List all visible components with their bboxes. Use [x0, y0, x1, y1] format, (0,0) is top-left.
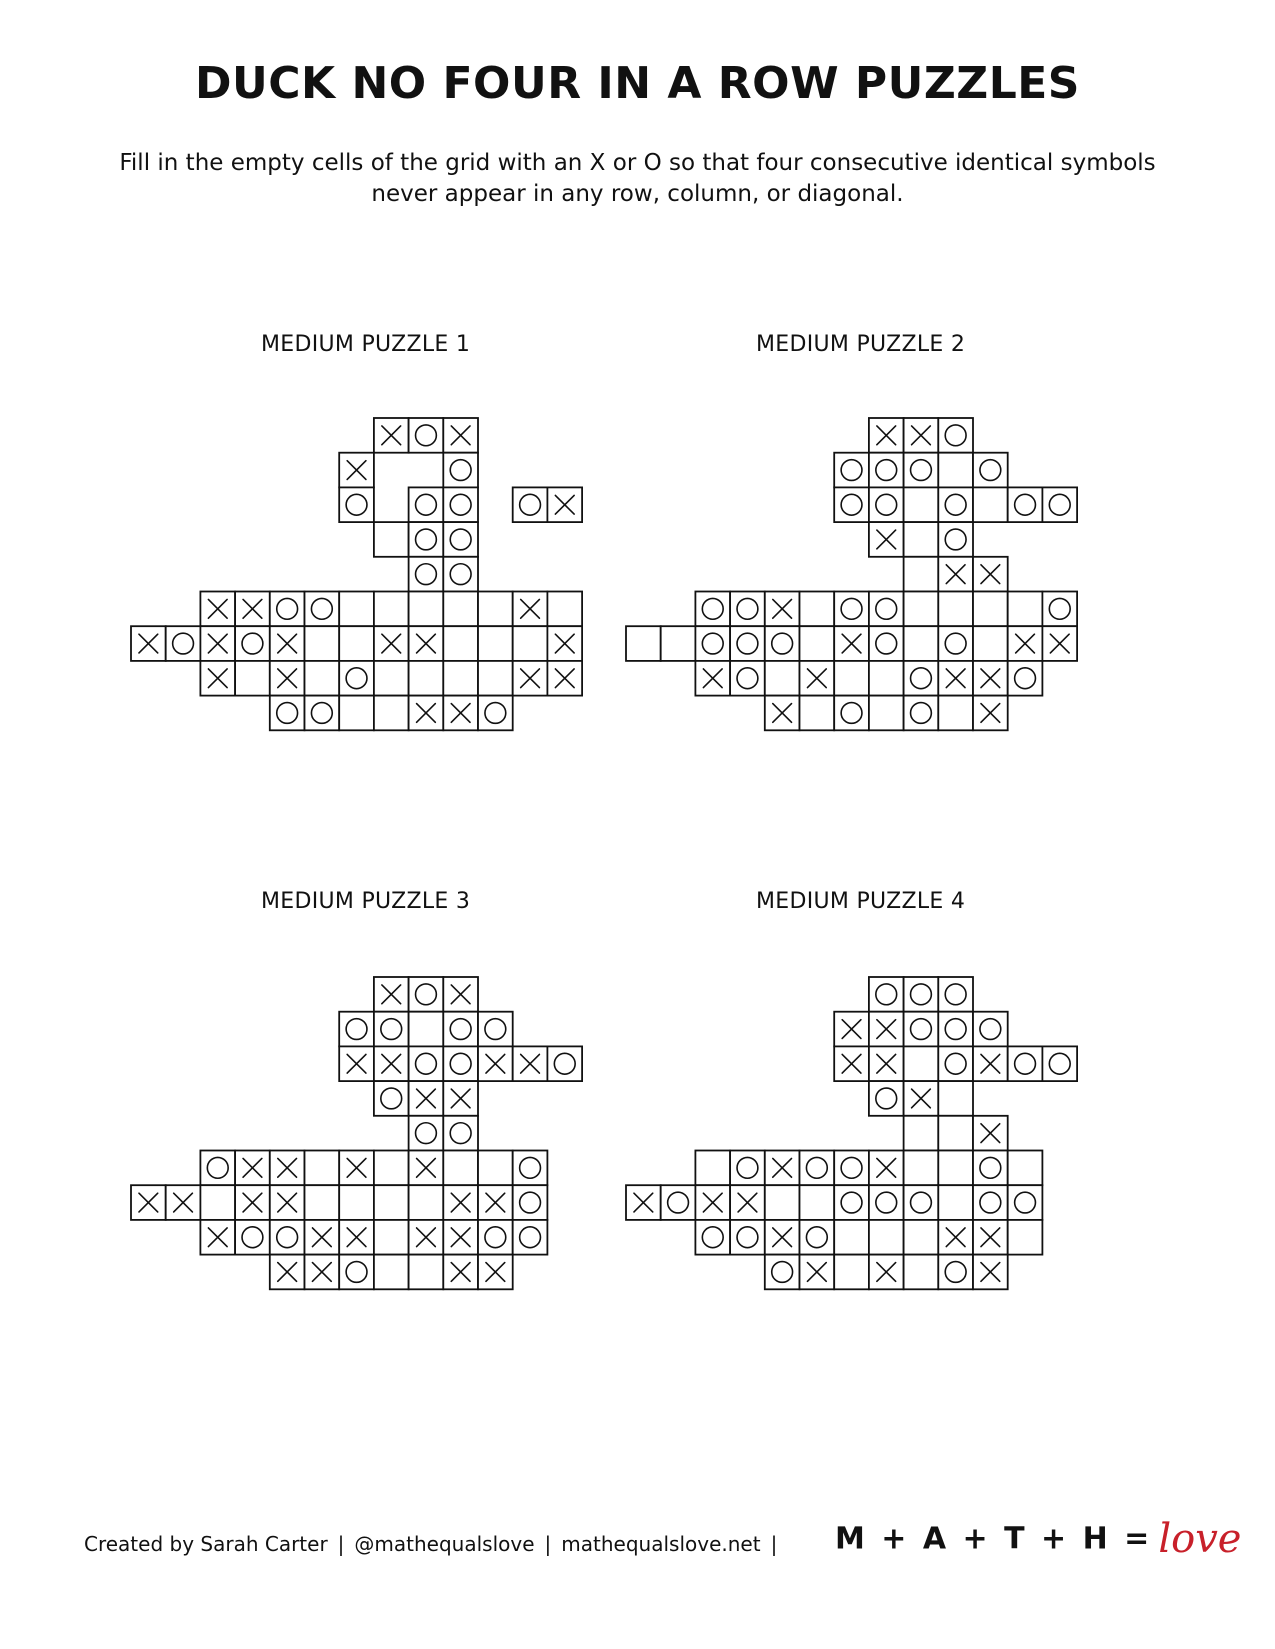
grid-cell[interactable] — [938, 1081, 973, 1116]
logo-letters: M + A + T + H = — [835, 1521, 1153, 1557]
grid-cell[interactable] — [904, 522, 939, 557]
grid-cell[interactable] — [695, 1220, 730, 1255]
grid-cell[interactable] — [131, 1185, 166, 1220]
grid-cell[interactable] — [904, 418, 939, 453]
grid-cell[interactable] — [869, 487, 904, 522]
grid-cell[interactable] — [973, 1046, 1008, 1081]
grid-cell[interactable] — [938, 1012, 973, 1047]
grid-cell[interactable] — [869, 1220, 904, 1255]
grid-cell[interactable] — [478, 1046, 513, 1081]
grid-cell[interactable] — [374, 1151, 409, 1186]
grid-cell[interactable] — [305, 592, 340, 627]
grid-cell[interactable] — [765, 592, 800, 627]
grid-cell[interactable] — [869, 1012, 904, 1047]
grid-cell[interactable] — [730, 592, 765, 627]
grid-cell[interactable] — [270, 1255, 305, 1290]
grid-cell[interactable] — [973, 661, 1008, 696]
footer-credit: Created by Sarah Carter — [84, 1532, 328, 1556]
grid-cell[interactable] — [270, 592, 305, 627]
grid-cell[interactable] — [200, 592, 235, 627]
grid-cell[interactable] — [166, 1185, 201, 1220]
grid-cell[interactable] — [339, 592, 374, 627]
puzzle-3-grid — [130, 976, 585, 1289]
grid-cell[interactable] — [339, 1012, 374, 1047]
grid-cell[interactable] — [695, 592, 730, 627]
grid-cell[interactable] — [305, 696, 340, 731]
grid-cell[interactable] — [661, 1185, 696, 1220]
puzzle-2-label: MEDIUM PUZZLE 2 — [756, 332, 966, 357]
grid-cell[interactable] — [834, 1220, 869, 1255]
grid-cell[interactable] — [339, 1046, 374, 1081]
grid-cell[interactable] — [1008, 1046, 1043, 1081]
grid-cell[interactable] — [235, 1185, 270, 1220]
grid-cell[interactable] — [374, 1185, 409, 1220]
grid-cell[interactable] — [904, 1255, 939, 1290]
grid-cell[interactable] — [938, 1255, 973, 1290]
grid-cell[interactable] — [374, 522, 409, 557]
grid-cell[interactable] — [374, 696, 409, 731]
grid-cell[interactable] — [305, 661, 340, 696]
grid-cell[interactable] — [834, 661, 869, 696]
footer-separator: | — [337, 1532, 345, 1556]
grid-cell[interactable] — [904, 1151, 939, 1186]
grid-cell[interactable] — [374, 1255, 409, 1290]
grid-cell[interactable] — [973, 1116, 1008, 1151]
grid-cell[interactable] — [730, 1220, 765, 1255]
grid-cell[interactable] — [765, 626, 800, 661]
grid-cell[interactable] — [834, 1151, 869, 1186]
grid-cell[interactable] — [547, 661, 582, 696]
grid-cell[interactable] — [374, 1220, 409, 1255]
grid-cell[interactable] — [478, 1185, 513, 1220]
grid-cell[interactable] — [374, 418, 409, 453]
grid-cell[interactable] — [626, 1185, 661, 1220]
grid-cell[interactable] — [409, 418, 444, 453]
grid-cell[interactable] — [869, 1255, 904, 1290]
grid-cell[interactable] — [765, 1151, 800, 1186]
grid-cell[interactable] — [200, 661, 235, 696]
grid-cell[interactable] — [800, 1151, 835, 1186]
grid-cell[interactable] — [1008, 1151, 1043, 1186]
grid-cell[interactable] — [834, 696, 869, 731]
grid-cell[interactable] — [869, 418, 904, 453]
grid-cell[interactable] — [409, 522, 444, 557]
grid-cell[interactable] — [305, 1255, 340, 1290]
grid-cell[interactable] — [409, 1116, 444, 1151]
grid-cell[interactable] — [973, 557, 1008, 592]
grid-cell[interactable] — [938, 1151, 973, 1186]
grid-cell[interactable] — [834, 626, 869, 661]
grid-cell[interactable] — [339, 487, 374, 522]
grid-cell[interactable] — [270, 626, 305, 661]
grid-cell[interactable] — [235, 661, 270, 696]
grid-cell[interactable] — [443, 977, 478, 1012]
grid-cell[interactable] — [869, 592, 904, 627]
grid-cell[interactable] — [834, 1046, 869, 1081]
grid-cell[interactable] — [938, 557, 973, 592]
grid-cell[interactable] — [409, 1046, 444, 1081]
grid-cell[interactable] — [973, 1185, 1008, 1220]
grid-cell[interactable] — [904, 1220, 939, 1255]
grid-cell[interactable] — [938, 1185, 973, 1220]
grid-cell[interactable] — [374, 661, 409, 696]
grid-cell[interactable] — [973, 1151, 1008, 1186]
grid-cell[interactable] — [478, 661, 513, 696]
grid-cell[interactable] — [374, 626, 409, 661]
grid-cell[interactable] — [904, 1185, 939, 1220]
grid-cell[interactable] — [409, 487, 444, 522]
grid-cell[interactable] — [339, 1151, 374, 1186]
grid-cell[interactable] — [409, 977, 444, 1012]
grid-cell[interactable] — [765, 1255, 800, 1290]
grid-cell[interactable] — [973, 453, 1008, 488]
grid-cell[interactable] — [200, 626, 235, 661]
grid-cell[interactable] — [834, 487, 869, 522]
grid-cell[interactable] — [973, 696, 1008, 731]
grid-cell[interactable] — [339, 696, 374, 731]
grid-cell[interactable] — [513, 487, 548, 522]
grid-cell[interactable] — [305, 1185, 340, 1220]
grid-cell[interactable] — [869, 626, 904, 661]
grid-cell[interactable] — [409, 1081, 444, 1116]
grid-cell[interactable] — [235, 592, 270, 627]
grid-cell[interactable] — [765, 1185, 800, 1220]
grid-cell[interactable] — [938, 453, 973, 488]
grid-cell[interactable] — [443, 1220, 478, 1255]
grid-cell[interactable] — [443, 1151, 478, 1186]
grid-cell[interactable] — [800, 626, 835, 661]
grid-cell[interactable] — [443, 1081, 478, 1116]
grid-cell[interactable] — [478, 1151, 513, 1186]
grid-cell[interactable] — [800, 1185, 835, 1220]
footer-site: mathequalslove.net — [561, 1532, 761, 1556]
grid-cell[interactable] — [374, 1012, 409, 1047]
grid-cell[interactable] — [443, 1012, 478, 1047]
grid-cell[interactable] — [904, 1116, 939, 1151]
grid-cell[interactable] — [869, 1081, 904, 1116]
grid-cell[interactable] — [765, 696, 800, 731]
grid-cell[interactable] — [904, 977, 939, 1012]
grid-cell[interactable] — [904, 1046, 939, 1081]
grid-cell[interactable] — [938, 661, 973, 696]
grid-cell[interactable] — [513, 626, 548, 661]
grid-cell[interactable] — [443, 1116, 478, 1151]
grid-cell[interactable] — [730, 1185, 765, 1220]
grid-cell[interactable] — [235, 626, 270, 661]
grid-cell[interactable] — [869, 1151, 904, 1186]
grid-cell[interactable] — [305, 1151, 340, 1186]
grid-cell[interactable] — [765, 1220, 800, 1255]
grid-cell[interactable] — [904, 696, 939, 731]
grid-cell[interactable] — [443, 661, 478, 696]
grid-cell[interactable] — [695, 626, 730, 661]
grid-cell[interactable] — [973, 1255, 1008, 1290]
grid-cell[interactable] — [443, 557, 478, 592]
grid-cell[interactable] — [443, 696, 478, 731]
grid-cell[interactable] — [443, 487, 478, 522]
grid-cell[interactable] — [869, 1046, 904, 1081]
grid-cell[interactable] — [513, 1046, 548, 1081]
grid-cell[interactable] — [938, 626, 973, 661]
grid-cell[interactable] — [409, 1151, 444, 1186]
grid-cell[interactable] — [800, 661, 835, 696]
grid-cell[interactable] — [869, 453, 904, 488]
grid-cell[interactable] — [339, 626, 374, 661]
grid-cell[interactable] — [904, 487, 939, 522]
grid-cell[interactable] — [443, 453, 478, 488]
grid-cell[interactable] — [478, 592, 513, 627]
puzzle-3-label: MEDIUM PUZZLE 3 — [261, 889, 471, 914]
grid-cell[interactable] — [730, 661, 765, 696]
grid-cell[interactable] — [478, 1220, 513, 1255]
grid-cell[interactable] — [1042, 1046, 1077, 1081]
puzzle-1-label: MEDIUM PUZZLE 1 — [261, 332, 471, 357]
grid-cell[interactable] — [973, 592, 1008, 627]
grid-cell[interactable] — [1008, 592, 1043, 627]
grid-cell[interactable] — [834, 1185, 869, 1220]
grid-cell[interactable] — [200, 1151, 235, 1186]
grid-cell[interactable] — [200, 1220, 235, 1255]
grid-cell[interactable] — [1042, 487, 1077, 522]
instructions: Fill in the empty cells of the grid with an X or O so that four consecutive identical symbols never appear in any row, column, or diagonal. — [119, 150, 1156, 207]
puzzle-4-label: MEDIUM PUZZLE 4 — [756, 889, 966, 914]
grid-cell[interactable] — [869, 696, 904, 731]
grid-cell[interactable] — [1008, 1185, 1043, 1220]
grid-cell[interactable] — [626, 626, 661, 661]
grid-cell[interactable] — [730, 626, 765, 661]
grid-cell[interactable] — [869, 522, 904, 557]
grid-cell[interactable] — [800, 696, 835, 731]
page-title: DUCK NO FOUR IN A ROW PUZZLES — [195, 58, 1080, 109]
grid-cell[interactable] — [409, 626, 444, 661]
footer-separator: | — [544, 1532, 552, 1556]
grid-cell[interactable] — [1008, 661, 1043, 696]
grid-cell[interactable] — [547, 1046, 582, 1081]
brand-logo — [835, 1516, 1241, 1562]
grid-cell[interactable] — [270, 1220, 305, 1255]
grid-cell[interactable] — [409, 661, 444, 696]
grid-cell[interactable] — [869, 661, 904, 696]
grid-cell[interactable] — [973, 626, 1008, 661]
grid-cell[interactable] — [305, 1220, 340, 1255]
grid-cell[interactable] — [235, 1151, 270, 1186]
grid-cell[interactable] — [305, 626, 340, 661]
grid-cell[interactable] — [904, 1012, 939, 1047]
grid-cell[interactable] — [131, 626, 166, 661]
grid-cell[interactable] — [478, 1255, 513, 1290]
grid-cell[interactable] — [513, 1151, 548, 1186]
grid-cell[interactable] — [443, 1046, 478, 1081]
grid-cell[interactable] — [834, 592, 869, 627]
grid-cell[interactable] — [374, 1046, 409, 1081]
grid-cell[interactable] — [938, 977, 973, 1012]
logo-love-word: love — [1158, 1516, 1242, 1562]
grid-cell[interactable] — [478, 1012, 513, 1047]
grid-cell[interactable] — [973, 487, 1008, 522]
grid-cell[interactable] — [695, 1151, 730, 1186]
grid-cell[interactable] — [834, 453, 869, 488]
grid-cell[interactable] — [1042, 592, 1077, 627]
grid-cell[interactable] — [904, 592, 939, 627]
grid-cell[interactable] — [547, 592, 582, 627]
grid-cell[interactable] — [800, 592, 835, 627]
grid-cell[interactable] — [834, 1012, 869, 1047]
grid-cell[interactable] — [513, 592, 548, 627]
grid-cell[interactable] — [730, 1151, 765, 1186]
footer-separator: | — [770, 1532, 778, 1556]
grid-cell[interactable] — [443, 592, 478, 627]
grid-cell[interactable] — [513, 661, 548, 696]
grid-cell[interactable] — [443, 1255, 478, 1290]
grid-cell[interactable] — [270, 1151, 305, 1186]
grid-cell[interactable] — [938, 696, 973, 731]
puzzle-4-grid — [625, 976, 1080, 1289]
grid-cell[interactable] — [938, 418, 973, 453]
grid-cell[interactable] — [374, 977, 409, 1012]
grid-cell[interactable] — [374, 1081, 409, 1116]
grid-cell[interactable] — [1008, 1220, 1043, 1255]
grid-cell[interactable] — [765, 661, 800, 696]
grid-cell[interactable] — [409, 1185, 444, 1220]
grid-cell[interactable] — [409, 696, 444, 731]
grid-cell[interactable] — [938, 1046, 973, 1081]
puzzle-1-grid — [130, 417, 585, 730]
grid-cell[interactable] — [270, 1185, 305, 1220]
grid-cell[interactable] — [904, 661, 939, 696]
grid-cell[interactable] — [904, 557, 939, 592]
grid-cell[interactable] — [409, 557, 444, 592]
grid-cell[interactable] — [547, 626, 582, 661]
grid-cell[interactable] — [374, 592, 409, 627]
grid-cell[interactable] — [904, 626, 939, 661]
grid-cell[interactable] — [904, 453, 939, 488]
grid-cell[interactable] — [409, 1012, 444, 1047]
grid-cell[interactable] — [443, 626, 478, 661]
grid-cell[interactable] — [547, 487, 582, 522]
puzzle-2-grid — [625, 417, 1080, 730]
grid-cell[interactable] — [695, 1185, 730, 1220]
grid-cell[interactable] — [409, 1220, 444, 1255]
grid-cell[interactable] — [834, 1255, 869, 1290]
grid-cell[interactable] — [443, 522, 478, 557]
grid-cell[interactable] — [409, 592, 444, 627]
grid-cell[interactable] — [938, 1116, 973, 1151]
grid-cell[interactable] — [938, 1220, 973, 1255]
grid-cell[interactable] — [973, 1220, 1008, 1255]
grid-cell[interactable] — [166, 626, 201, 661]
grid-cell[interactable] — [661, 626, 696, 661]
grid-cell[interactable] — [443, 1185, 478, 1220]
grid-cell[interactable] — [1008, 626, 1043, 661]
grid-cell[interactable] — [869, 1185, 904, 1220]
grid-cell[interactable] — [1008, 487, 1043, 522]
grid-cell[interactable] — [695, 661, 730, 696]
grid-cell[interactable] — [270, 696, 305, 731]
grid-cell[interactable] — [513, 1185, 548, 1220]
grid-cell[interactable] — [339, 1255, 374, 1290]
grid-cell[interactable] — [904, 1081, 939, 1116]
grid-cell[interactable] — [800, 1220, 835, 1255]
grid-cell[interactable] — [200, 1185, 235, 1220]
grid-cell[interactable] — [938, 487, 973, 522]
grid-cell[interactable] — [973, 1012, 1008, 1047]
grid-cell[interactable] — [339, 1220, 374, 1255]
grid-cell[interactable] — [339, 453, 374, 488]
grid-cell[interactable] — [443, 418, 478, 453]
grid-cell[interactable] — [339, 661, 374, 696]
grid-cell[interactable] — [800, 1255, 835, 1290]
footer-handle: @mathequalslove — [354, 1532, 535, 1556]
grid-cell[interactable] — [938, 522, 973, 557]
grid-cell[interactable] — [270, 661, 305, 696]
grid-cell[interactable] — [235, 1220, 270, 1255]
grid-cell[interactable] — [513, 1220, 548, 1255]
grid-cell[interactable] — [339, 1185, 374, 1220]
grid-cell[interactable] — [478, 696, 513, 731]
grid-cell[interactable] — [1042, 626, 1077, 661]
footer — [84, 1532, 787, 1556]
grid-cell[interactable] — [938, 592, 973, 627]
grid-cell[interactable] — [869, 977, 904, 1012]
grid-cell[interactable] — [478, 626, 513, 661]
grid-cell[interactable] — [409, 1255, 444, 1290]
